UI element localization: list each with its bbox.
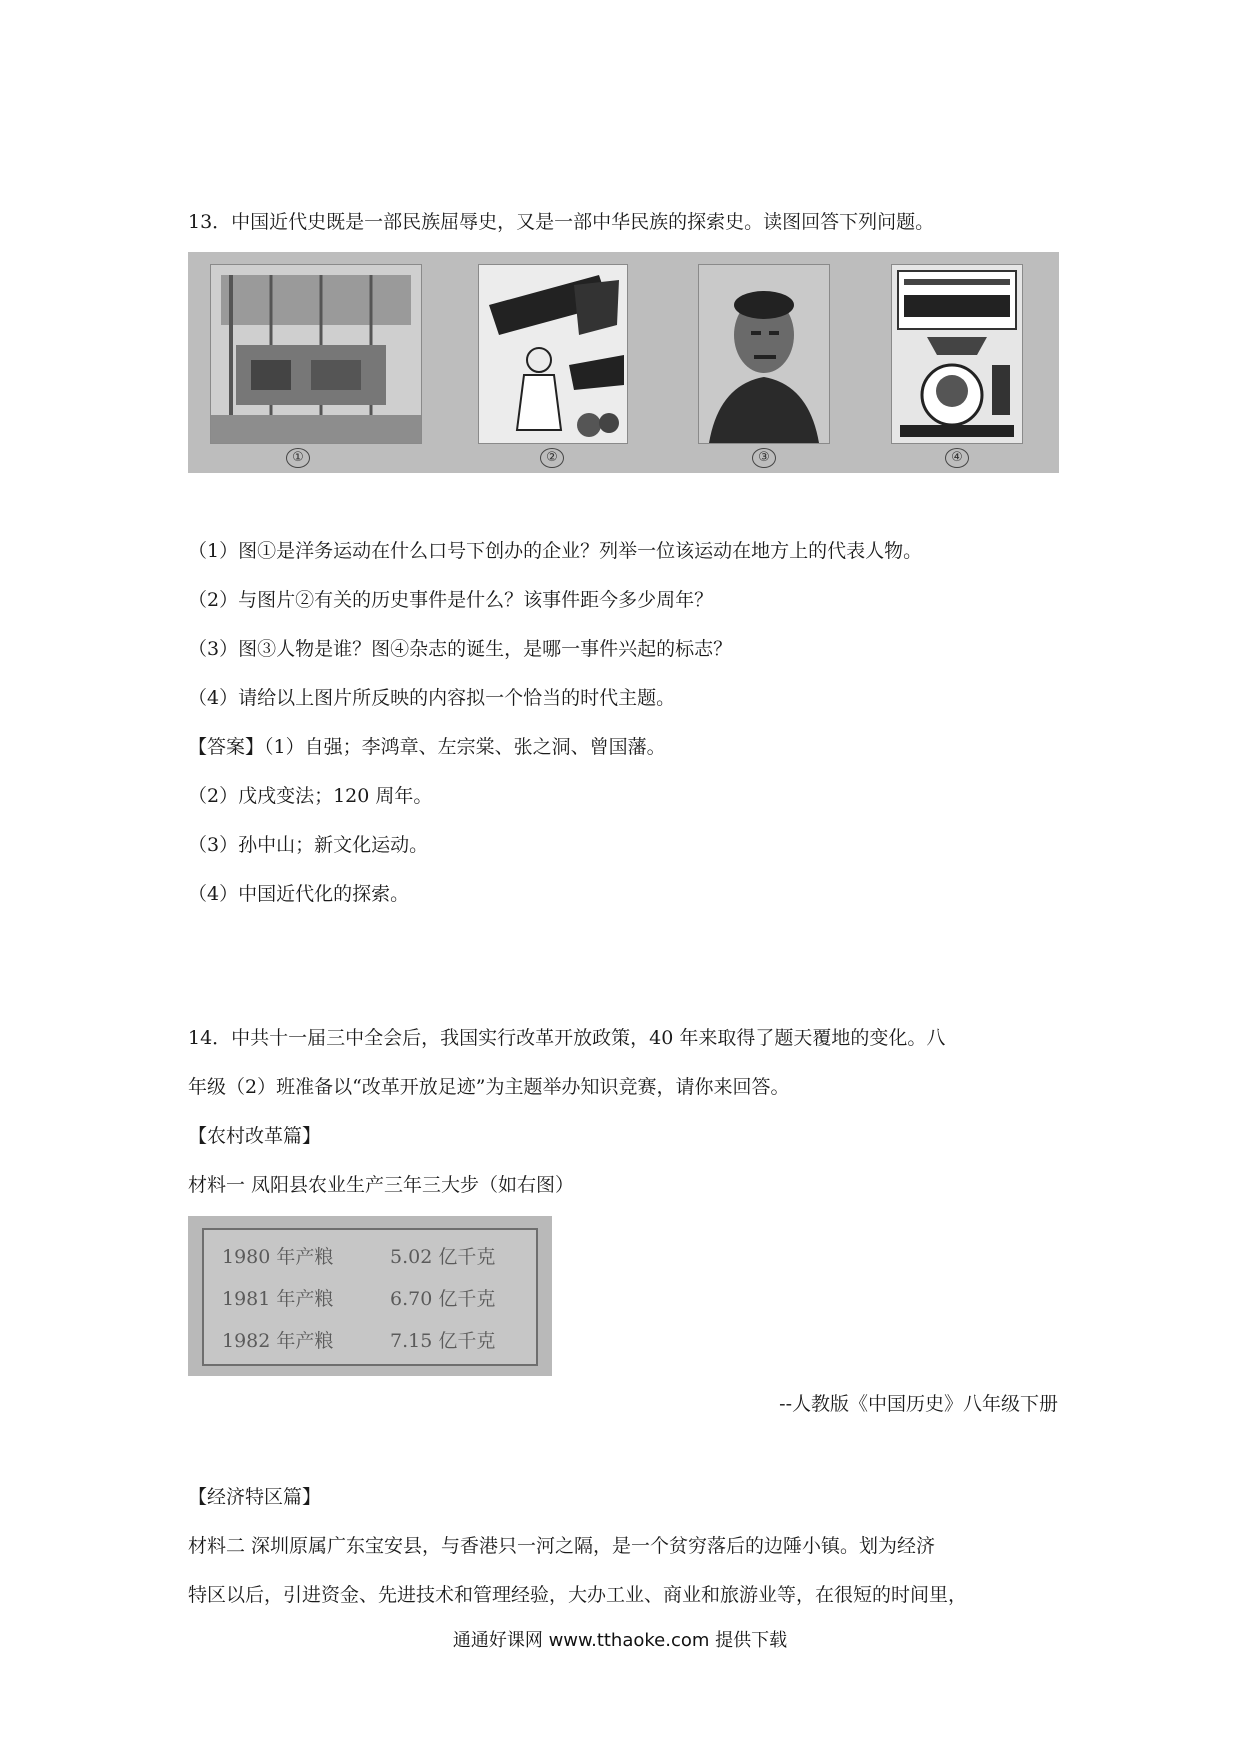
figure-4-magazine-image	[891, 264, 1023, 444]
q13-answer-2: （2）戊戌变法；120 周年。	[188, 785, 433, 807]
table-value-cell: 7.15 亿千克	[390, 1330, 496, 1352]
table-row	[222, 1238, 522, 1272]
material-2-line-2: 特区以后，引进资金、先进技术和管理经验，大办工业、商业和旅游业等，在很短的时间里，	[188, 1584, 968, 1606]
figure-4-label: ④	[945, 448, 969, 468]
q13-answer-1: 【答案】（1）自强；李鸿章、左宗棠、张之洞、曾国藩。	[188, 736, 666, 758]
section-heading-special-economic-zone: 【经济特区篇】	[188, 1486, 322, 1508]
page-footer: 通通好课网 www.tthaoke.com 提供下载	[452, 1630, 788, 1651]
table-row	[222, 1280, 522, 1314]
q13-stem: 13．中国近代史既是一部民族屈辱史，又是一部中华民族的探索史。读图回答下列问题。	[188, 211, 935, 233]
q13-answer-3: （3）孙中山；新文化运动。	[188, 834, 429, 856]
grain-output-table-image	[188, 1216, 552, 1376]
figure-1-label: ①	[286, 448, 310, 468]
material-2-line-1: 材料二 深圳原属广东宝安县，与香港只一河之隔，是一个贫穷落后的边陲小镇。划为经济	[188, 1535, 936, 1557]
material-1-source: --人教版《中国历史》八年级下册	[779, 1393, 1058, 1415]
q13-question-1: （1）图①是洋务运动在什么口号下创办的企业？列举一位该运动在地方上的代表人物。	[188, 540, 923, 562]
q14-stem-line-1: 14．中共十一届三中全会后，我国实行改革开放政策，40 年来取得了题天覆地的变化。八	[188, 1027, 946, 1049]
table-year-cell: 1981 年产粮	[222, 1288, 334, 1310]
material-1-caption: 材料一 凤阳县农业生产三年三大步（如右图）	[188, 1174, 575, 1196]
table-row	[222, 1322, 522, 1356]
figure-2-illustration-image	[478, 264, 628, 444]
grain-output-table	[202, 1228, 538, 1366]
q13-question-3: （3）图③人物是谁？图④杂志的诞生，是哪一事件兴起的标志？	[188, 638, 733, 660]
q13-question-2: （2）与图片②有关的历史事件是什么？该事件距今多少周年？	[188, 589, 714, 611]
q13-answer-4: （4）中国近代化的探索。	[188, 883, 410, 905]
q13-figure-strip	[188, 252, 1059, 473]
figure-3-label: ③	[752, 448, 776, 468]
table-value-cell: 5.02 亿千克	[390, 1246, 496, 1268]
q13-question-4: （4）请给以上图片所反映的内容拟一个恰当的时代主题。	[188, 687, 676, 709]
figure-1-factory-image	[210, 264, 422, 444]
q14-stem-line-2: 年级（2）班准备以“改革开放足迹”为主题举办知识竞赛，请你来回答。	[188, 1076, 790, 1098]
section-heading-rural-reform: 【农村改革篇】	[188, 1125, 322, 1147]
table-year-cell: 1982 年产粮	[222, 1330, 334, 1352]
figure-2-label: ②	[540, 448, 564, 468]
table-value-cell: 6.70 亿千克	[390, 1288, 496, 1310]
table-year-cell: 1980 年产粮	[222, 1246, 334, 1268]
figure-3-portrait-image	[698, 264, 830, 444]
